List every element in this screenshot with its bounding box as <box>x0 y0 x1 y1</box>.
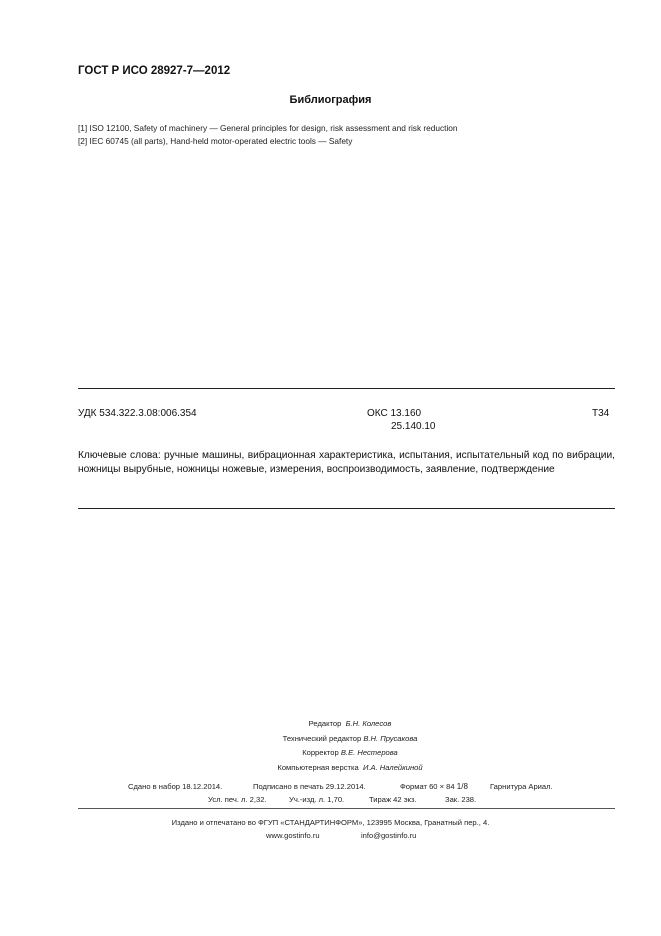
order-number: Зак. 238. <box>445 795 477 804</box>
credit-tech-editor <box>200 732 500 747</box>
credit-person: Б.Н. Колесов <box>345 719 392 728</box>
credit-person: И.А. Налейкиной <box>362 762 423 772</box>
oks-code-1: ОКС 13.160 <box>367 408 422 419</box>
credit-role: Редактор <box>308 719 342 728</box>
top-divider <box>78 388 615 389</box>
oks-code-2: 25.140.10 <box>391 421 436 432</box>
paper-format-text: Формат 60 × 84 <box>400 782 455 791</box>
group-code: Т34 <box>592 408 610 419</box>
publisher-divider <box>78 808 615 809</box>
credits-block <box>200 717 500 775</box>
credit-person: В.Е. Нестерова <box>340 748 398 757</box>
paper-format-fraction: 1/8 <box>456 782 468 791</box>
publisher-website: www.gostinfo.ru <box>266 831 320 840</box>
print-sheets: Усл. печ. л. 2,32. <box>208 795 267 804</box>
bibliography-list <box>78 122 458 147</box>
credit-layout <box>200 761 500 776</box>
credit-role: Корректор <box>302 748 339 757</box>
credit-editor <box>200 717 500 732</box>
keywords: Ключевые слова: ручные машины, вибрационная характеристика, испытания, испытательный код по вибрации, ножницы вырубные, ножницы ножевые, измерения, воспроизводимость, заявление, подтверждение <box>78 450 615 475</box>
bottom-divider <box>78 508 615 509</box>
publisher-email: info@gostinfo.ru <box>361 831 417 840</box>
publisher-line: Издано и отпечатано во ФГУП «СТАНДАРТИНФОРМ», 123995 Москва, Гранатный пер., 4. <box>171 818 490 827</box>
publishing-sheets: Уч.-изд. л. 1,70. <box>289 795 345 804</box>
bibliography-item: [2] IEC 60745 (all parts), Hand-held motor-operated electric tools — Safety <box>78 135 353 146</box>
print-run: Тираж 42 экз. <box>369 795 417 804</box>
credit-corrector <box>200 746 500 761</box>
signed-date: Подписано в печать 29.12.2014. <box>253 782 366 791</box>
typeface: Гарнитура Ариал. <box>490 782 553 791</box>
submitted-date: Сдано в набор 18.12.2014. <box>128 782 223 791</box>
bibliography-title: Библиография <box>289 94 372 106</box>
credit-role: Технический редактор <box>282 733 362 743</box>
credit-role: Компьютерная верстка <box>277 762 359 772</box>
credit-person: В.Н. Прусакова <box>363 733 418 743</box>
paper-format <box>400 782 468 791</box>
document-id: ГОСТ Р ИСО 28927-7—2012 <box>78 65 231 77</box>
bibliography-item: [1] ISO 12100, Safety of machinery — General principles for design, risk assessment and risk reduction <box>78 123 458 133</box>
udk-code: УДК 534.322.3.08:006.354 <box>78 408 197 419</box>
